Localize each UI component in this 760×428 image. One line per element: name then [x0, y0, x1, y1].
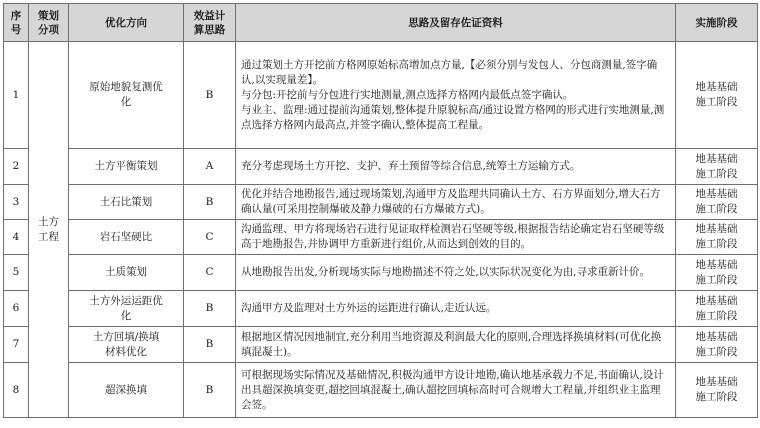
header-index: 序 号 [4, 4, 29, 42]
row-phase: 地基基础 施工阶段 [676, 255, 758, 291]
header-approach: 思路及留存佐证资料 [236, 4, 676, 42]
row-direction: 土方外运运距优 化 [69, 291, 184, 327]
row-method: B [184, 42, 236, 149]
row-approach: 优化并结合地勘报告,通过现场策划,沟通甲方及监理共同确认土方、石方界面划分,增大石方确认量(可采用控制爆破及静力爆破的石方爆破方式)。 [236, 185, 676, 220]
row-method: C [184, 255, 236, 291]
row-direction: 原始地貌复测优 化 [69, 42, 184, 149]
row-index: 3 [4, 185, 29, 220]
table-row [4, 220, 758, 255]
header-phase: 实施阶段 [676, 4, 758, 42]
row-approach: 沟通监理、甲方将现场岩石进行见证取样检测岩石坚硬等级,根据报告结论确定岩石坚硬等级高于地勘报告,并协调甲方重新进行组价,从而达到创效的目的。 [236, 220, 676, 255]
optimization-table [3, 3, 758, 418]
row-index: 6 [4, 291, 29, 327]
table-row [4, 255, 758, 291]
row-index: 8 [4, 363, 29, 418]
row-method: B [184, 291, 236, 327]
row-direction: 土质策划 [69, 255, 184, 291]
row-approach: 从地勘报告出发,分析现场实际与地勘描述不符之处,以实际状况变化为由,寻求重新计价。 [236, 255, 676, 291]
header-direction: 优化方向 [69, 4, 184, 42]
category-cell: 土方 工程 [29, 42, 69, 418]
row-direction: 土方回填/换填 材料优化 [69, 327, 184, 363]
header-row [4, 4, 758, 42]
row-approach: 通过策划土方开挖前方格网原始标高增加点方量,【必须分别与发包人、分包商测量,签字确认,以实现量差】。 与分包:开挖前与分包进行实地测量,测点选择方格网内最低点签字确认。 与业主、监理:通过提前沟通策划,整体提升原貌标高/通过设置方格网的形式进行实地测量,测点选择方格网内最高点,并签字确认,整体提高工程量。 [236, 42, 676, 149]
row-method: B [184, 185, 236, 220]
row-approach: 根据地区情况因地制宜,充分利用当地资源及利润最大化的原则,合理选择换填材料(可优化换填混凝土)。 [236, 327, 676, 363]
table-row [4, 185, 758, 220]
table-row [4, 363, 758, 418]
row-phase: 地基基础 施工阶段 [676, 185, 758, 220]
row-index: 1 [4, 42, 29, 149]
row-index: 5 [4, 255, 29, 291]
row-phase: 地基基础 施工阶段 [676, 42, 758, 149]
table-row [4, 149, 758, 185]
row-phase: 地基基础 施工阶段 [676, 291, 758, 327]
row-method: B [184, 363, 236, 418]
table-row [4, 327, 758, 363]
row-phase: 地基基础 施工阶段 [676, 220, 758, 255]
row-index: 2 [4, 149, 29, 185]
row-approach: 充分考虑现场土方开挖、支护、弃土预留等综合信息,统筹土方运输方式。 [236, 149, 676, 185]
header-method: 效益计 算思路 [184, 4, 236, 42]
row-method: B [184, 327, 236, 363]
row-direction: 土石比策划 [69, 185, 184, 220]
row-phase: 地基基础 施工阶段 [676, 149, 758, 185]
row-phase: 地基基础 施工阶段 [676, 327, 758, 363]
row-method: C [184, 220, 236, 255]
row-index: 7 [4, 327, 29, 363]
header-category: 策划 分项 [29, 4, 69, 42]
row-direction: 土方平衡策划 [69, 149, 184, 185]
table-row [4, 42, 758, 149]
row-direction: 超深换填 [69, 363, 184, 418]
row-phase: 地基基础 施工阶段 [676, 363, 758, 418]
row-direction: 岩石坚硬比 [69, 220, 184, 255]
table-row [4, 291, 758, 327]
row-approach: 沟通甲方及监理对土方外运的运距进行确认,走近认远。 [236, 291, 676, 327]
row-approach: 可根据现场实际情况及基础情况,积极沟通甲方设计地勘,确认地基承载力不足,书面确认,设计出具超深换填变更,超挖回填混凝土,确认超挖回填标高时可合规增大工程量,并组织业主监理会签。 [236, 363, 676, 418]
row-method: A [184, 149, 236, 185]
row-index: 4 [4, 220, 29, 255]
